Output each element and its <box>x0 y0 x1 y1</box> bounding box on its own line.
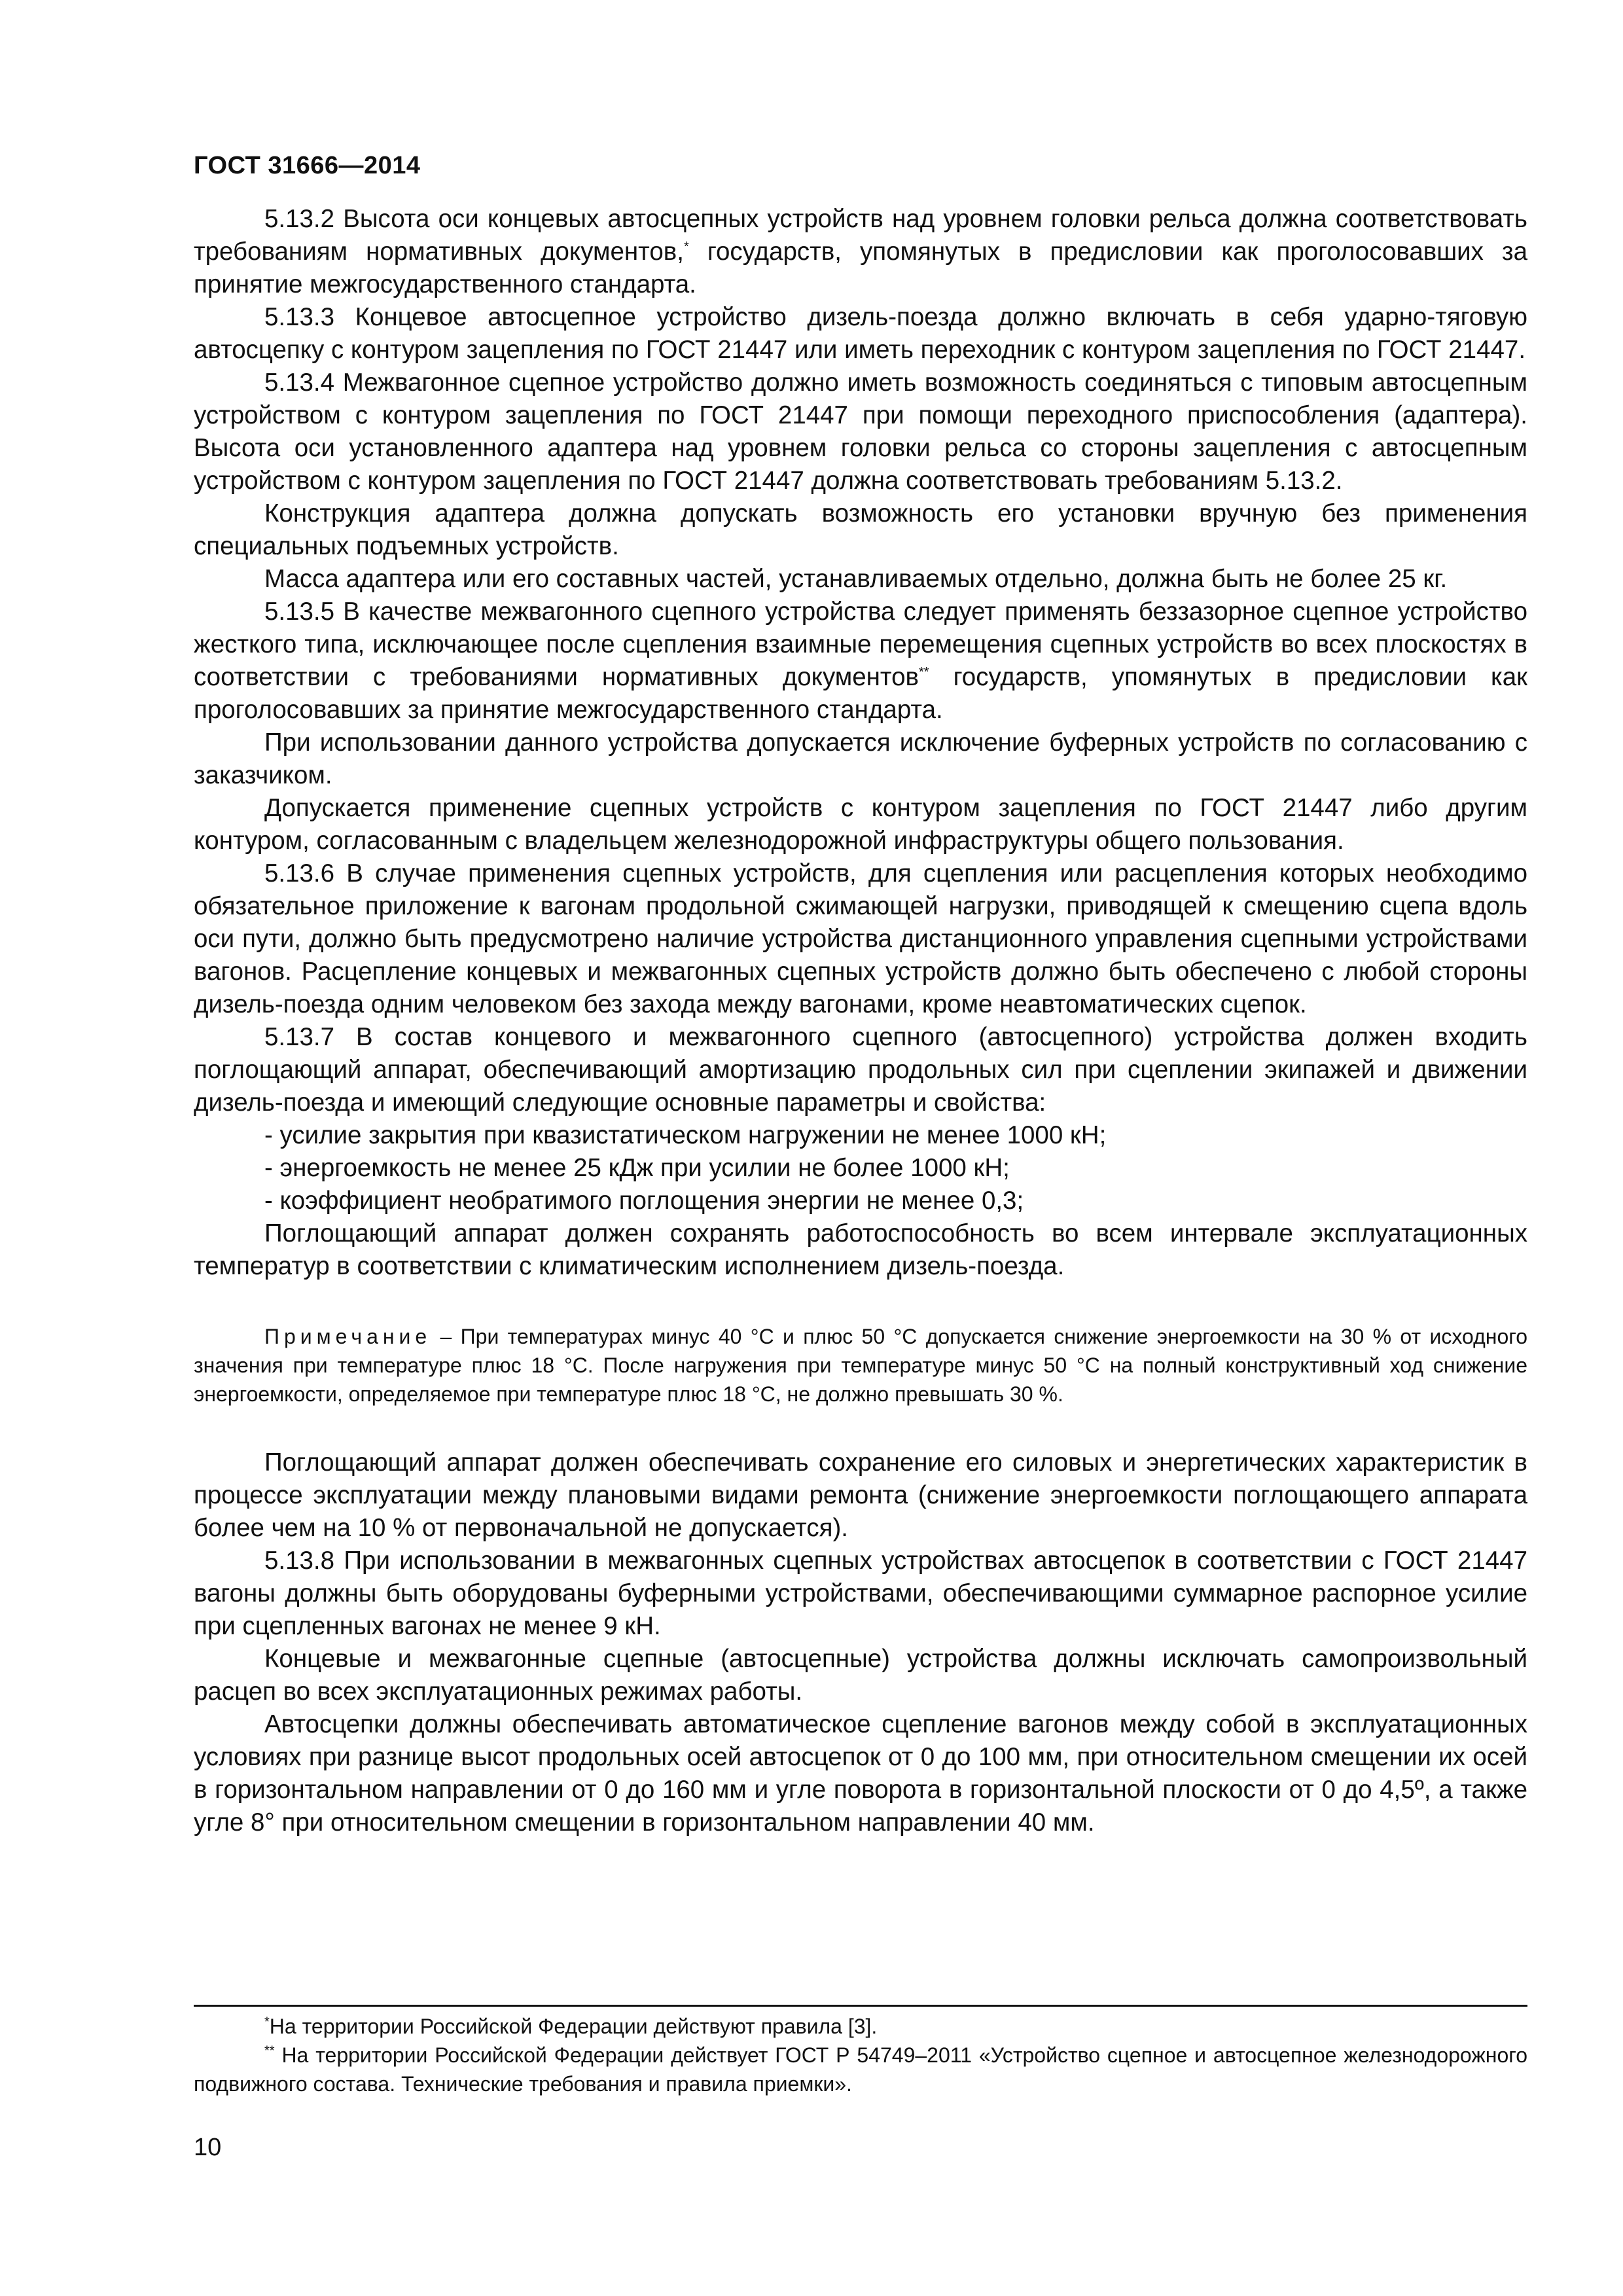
paragraph: Поглощающий аппарат должен обеспечивать сохранение его силовых и энергетических характеристик в процессе эксплуатации между плановыми видами ремонта (снижение энергоемкости поглощающего аппарата более чем на 10 % от первоначальной не допускается). <box>194 1448 1527 1542</box>
paragraph: Конструкция адаптера должна допускать возможность его установки вручную без применения специальных подъемных устройств. <box>194 499 1527 560</box>
footnote-ref: ** <box>918 665 929 680</box>
footnote-ref: * <box>683 240 689 255</box>
paragraph-5-13-5 <box>194 596 1527 726</box>
list-item: - усилие закрытия при квазистатическом нагружении не менее 1000 кН; <box>264 1121 1107 1149</box>
page-number: 10 <box>194 2134 222 2161</box>
paragraph: Поглощающий аппарат должен сохранять работоспособность во всем интервале эксплуатационных температур в соответствии с климатическим исполнением дизель-поезда. <box>194 1219 1527 1280</box>
footnote-mark: ** <box>264 2043 275 2058</box>
paragraph-text: государств, упомянутых в предисловии как проголосовавших за принятие межгосударственного стандарта. <box>194 238 1527 298</box>
paragraph: Масса адаптера или его составных частей, устанавливаемых отдельно, должна быть не более 25 кг. <box>264 565 1448 593</box>
footnotes <box>194 2012 1527 2098</box>
footnote-text: На территории Российской Федерации действуют правила [3]. <box>269 2015 878 2038</box>
footnote <box>194 2012 1527 2041</box>
paragraph-text: 5.13.5 В качестве межвагонного сцепного устройства следует применять беззазорное сцепное устройство жесткого типа, исключающее после сцепления взаимные перемещения сцепных устройств во всех плоскостях в соответствии с требованиями нормативных документов <box>194 598 1527 691</box>
footnote-divider <box>194 2005 1527 2007</box>
list-item: - коэффициент необратимого поглощения энергии не менее 0,3; <box>264 1187 1024 1215</box>
paragraph-text: государств, упомянутых в предисловии как проголосовавших за принятие межгосударственного стандарта. <box>194 663 1528 724</box>
paragraph-text: 5.13.2 Высота оси концевых автосцепных устройств над уровнем головки рельса должна соответствовать требованиям нормативных документов, <box>194 205 1527 266</box>
note <box>194 1322 1527 1408</box>
paragraph-5-13-7: 5.13.7 В состав концевого и межвагонного сцепного (автосцепного) устройства должен входить поглощающий аппарат, обеспечивающий амортизацию продольных сил при сцеплении экипажей и движении дизель-поезда и имеющий следующие основные параметры и свойства: <box>194 1023 1527 1117</box>
paragraph-5-13-4: 5.13.4 Межвагонное сцепное устройство должно иметь возможность соединяться с типовым автосцепным устройством с контуром зацепления по ГОСТ 21447 при помощи переходного приспособления (адаптера). Высота оси установленного адаптера над уровнем головки рельса со стороны зацепления с автосцепным устройством с контуром зацепления по ГОСТ 21447 должна соответствовать требованиям 5.13.2. <box>194 368 1527 495</box>
note-label: Примечание <box>264 1325 432 1348</box>
list-item: - энергоемкость не менее 25 кДж при усилии не более 1000 кН; <box>264 1154 1010 1182</box>
paragraph: Концевые и межвагонные сцепные (автосцепные) устройства должны исключать самопроизвольный расцеп во всех эксплуатационных режимах работы. <box>194 1645 1527 1706</box>
document-body <box>194 203 1527 1839</box>
footnote-text: На территории Российской Федерации действует ГОСТ Р 54749–2011 «Устройство сцепное и автосцепное железнодорожного подвижного состава. Технические требования и правила приемки». <box>194 2043 1527 2096</box>
document-header: ГОСТ 31666—2014 <box>194 152 421 179</box>
paragraph: Автосцепки должны обеспечивать автоматическое сцепление вагонов между собой в эксплуатационных условиях при разнице высот продольных осей автосцепок от 0 до 100 мм, при относительном смещении их осей в горизонтальном направлении от 0 до 160 мм и угле поворота в горизонтальной плоскости от 0 до 4,5º, а также угле 8° при относительном смещении в горизонтальном направлении 40 мм. <box>194 1710 1527 1837</box>
paragraph-5-13-2 <box>194 203 1527 301</box>
footnote-mark: * <box>264 2015 270 2030</box>
paragraph-5-13-6: 5.13.6 В случае применения сцепных устройств, для сцепления или расцепления которых необходимо обязательное приложение к вагонам продольной сжимающей нагрузки, приводящей к смещению сцепа вдоль оси пути, должно быть предусмотрено наличие устройства дистанционного управления сцепными устройствами вагонов. Расцепление концевых и межвагонных сцепных устройств должно быть обеспечено с любой стороны дизель-поезда одним человеком без захода между вагонами, кроме неавтоматических сцепок. <box>194 859 1527 1018</box>
footnote <box>194 2041 1527 2098</box>
paragraph: При использовании данного устройства допускается исключение буферных устройств по согласованию с заказчиком. <box>194 728 1527 789</box>
paragraph-5-13-3: 5.13.3 Концевое автосцепное устройство дизель-поезда должно включать в себя ударно-тяговую автосцепку с контуром зацепления по ГОСТ 21447 или иметь переходник с контуром зацепления по ГОСТ 21447. <box>194 303 1527 364</box>
paragraph-5-13-8: 5.13.8 При использовании в межвагонных сцепных устройствах автосцепок в соответствии с ГОСТ 21447 вагоны должны быть оборудованы буферными устройствами, обеспечивающими суммарное распорное усилие при сцепленных вагонах не менее 9 кН. <box>194 1547 1527 1640</box>
note-text: – При температурах минус 40 °С и плюс 50 °С допускается снижение энергоемкости на 30 % от исходного значения при температуре плюс 18 °С. После нагружения при температуре минус 50 °С на полный конструктивный ход снижение энергоемкости, определяемое при температуре плюс 18 °С, не должно превышать 30 %. <box>194 1325 1527 1406</box>
paragraph: Допускается применение сцепных устройств с контуром зацепления по ГОСТ 21447 либо другим контуром, согласованным с владельцем железнодорожной инфраструктуры общего пользования. <box>194 794 1527 855</box>
